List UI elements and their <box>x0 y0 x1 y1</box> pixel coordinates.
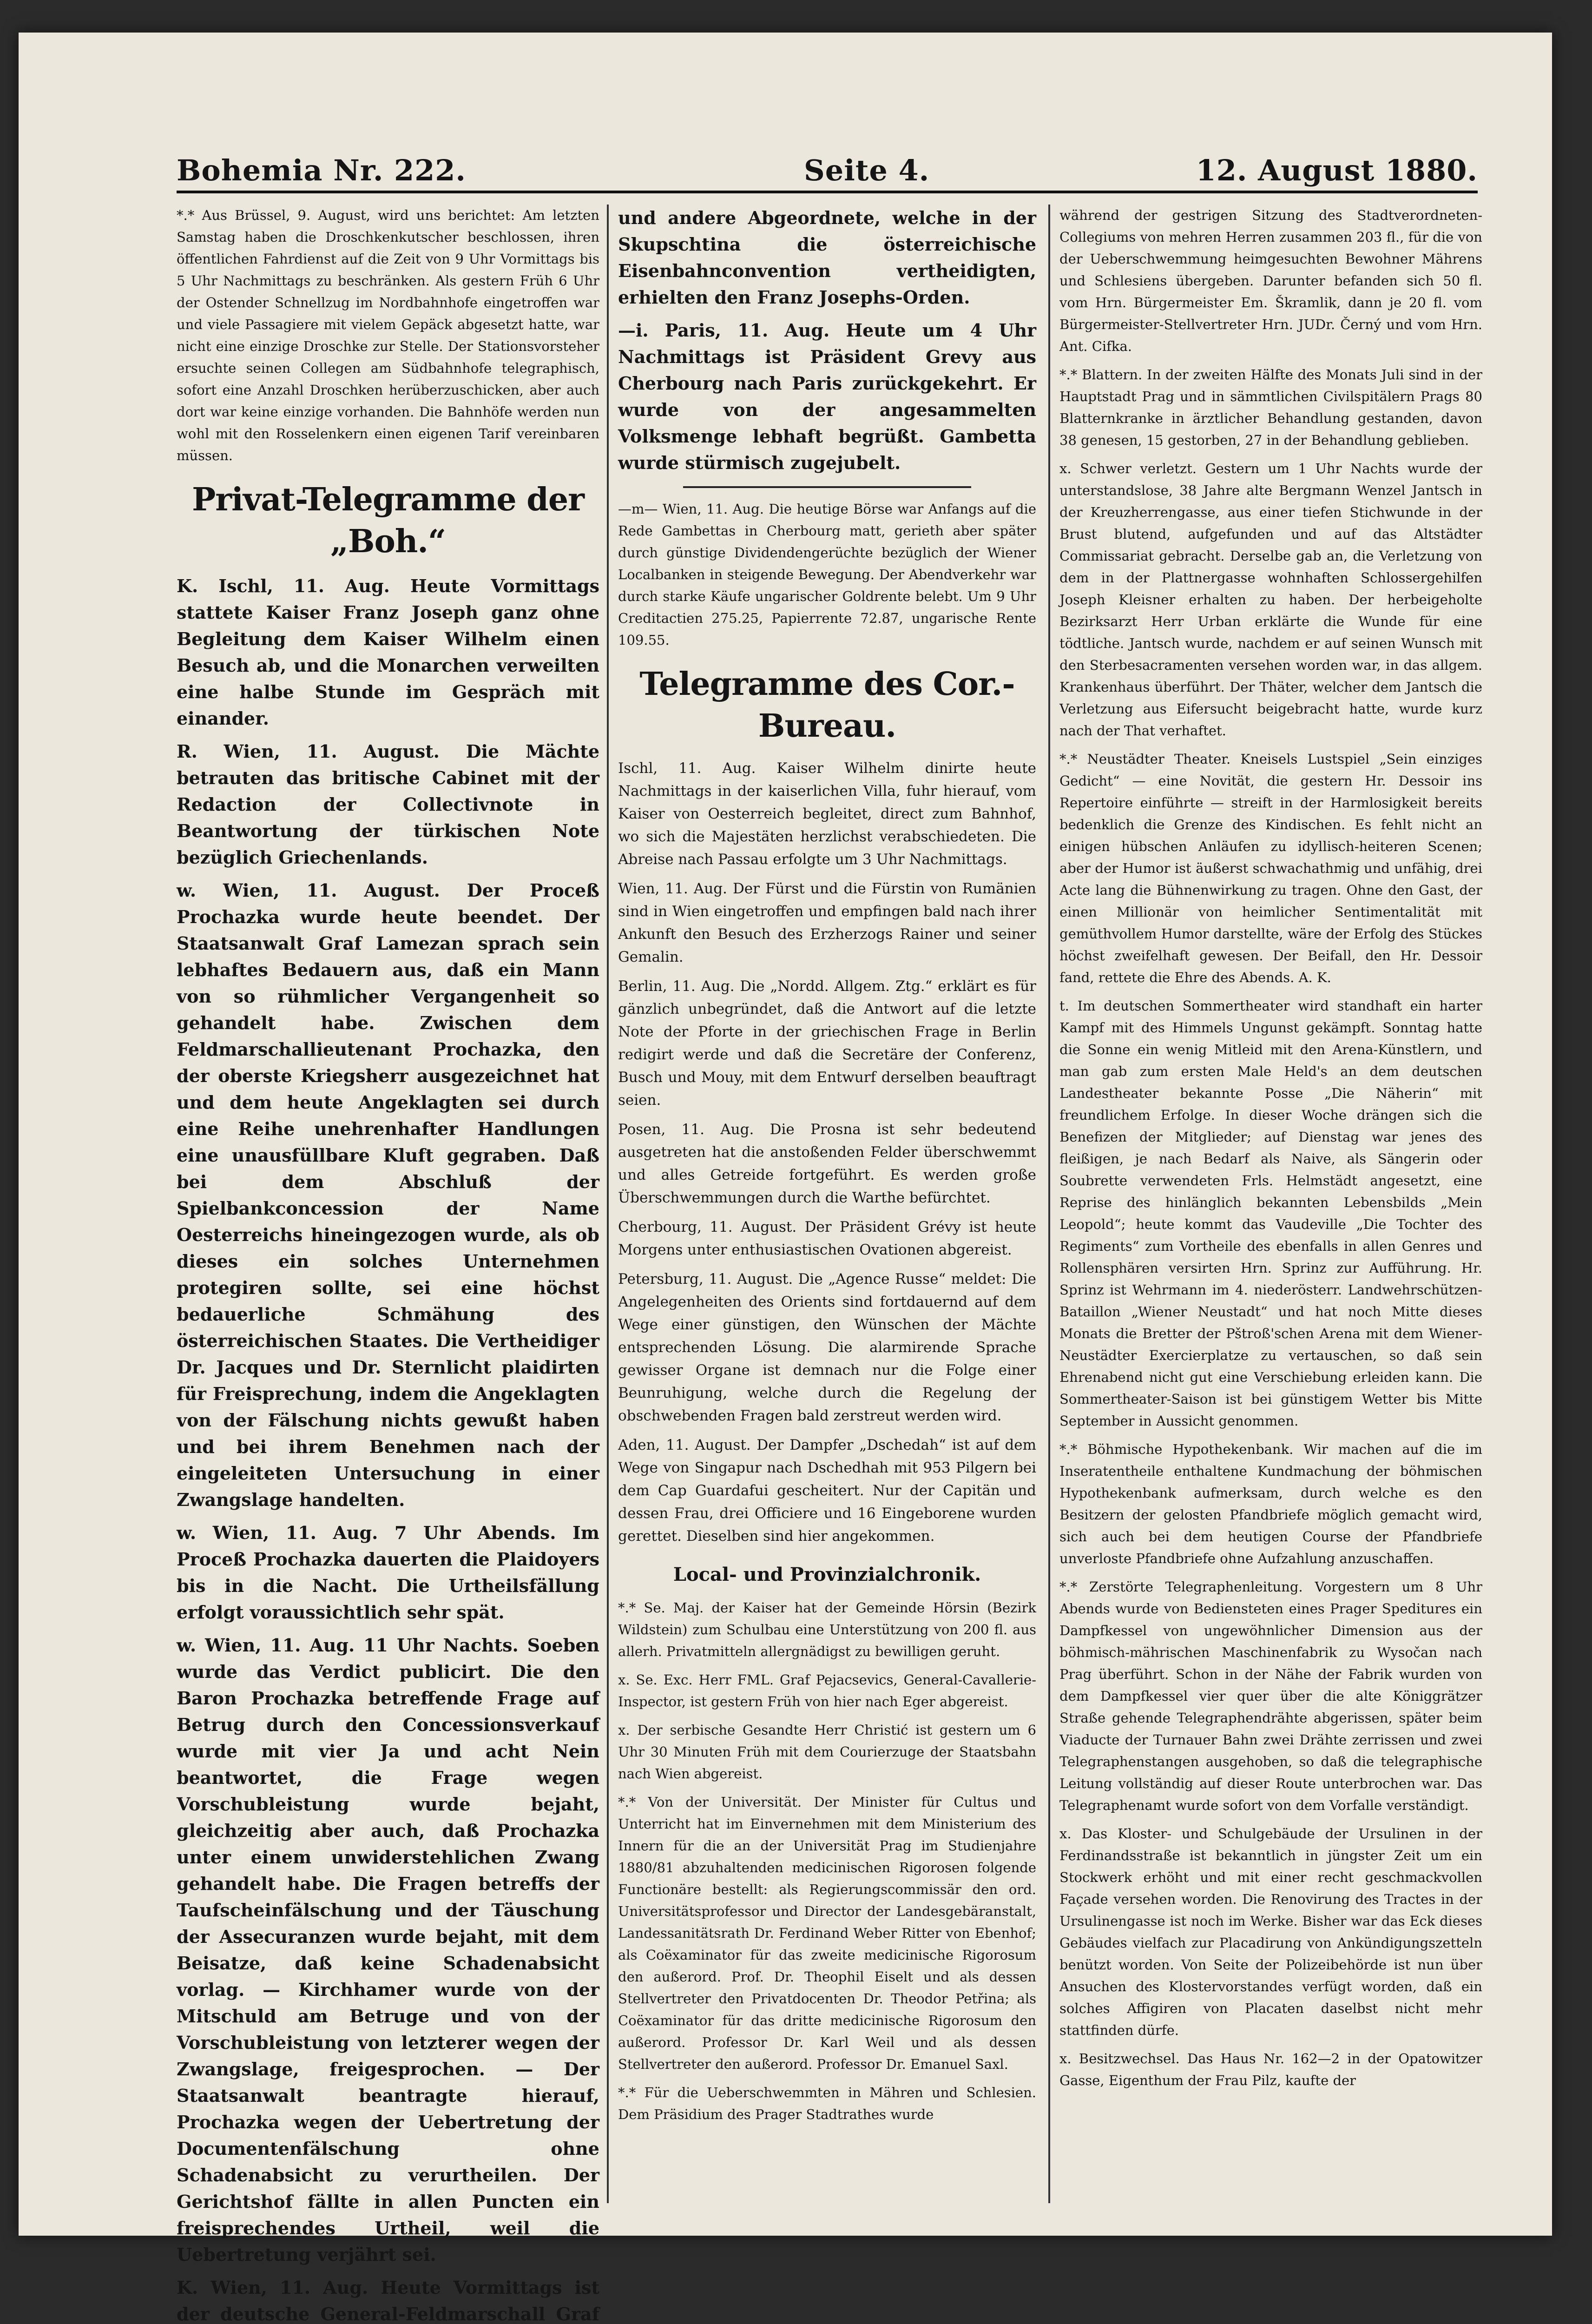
local-item: während der gestrigen Sitzung des Stadtverordneten-Collegiums von mehren Herren zusammen 203 fl., für die von der Ueberschwemmung heimgesuchten Bewohner Mährens und Schlesiens übergeben. Darunter befanden sich 50 fl. vom Hrn. Bürgermeister Em. Škramlik, dann je 20 fl. vom Bürgermeister-Stellvertreter Hrn. JUDr. Černý und vom Hrn. Ant. Cifka. <box>1059 207 1482 354</box>
local-item: t. Im deutschen Sommertheater wird standhaft ein harter Kampf mit des Himmels Ungunst gekämpft. Sonntag hatte die Sonne ein wenig Mitleid mit den Arena-Künstlern, und man gab zum ersten Male Held's an dem deutschen Landestheater bekannte Posse „Die Näherin“ mit freundlichem Erfolge. In dieser Woche drängen sich die Benefizen der Mitglieder; auf Dienstag war jenes des fleißigen, je nach Bedarf als Naive, als Sängerin oder Soubrette verwendeten Frls. Helmstädt angesetzt, eine Reprise des hinlänglich bekannten Lebensbilds „Mein Leopold“; heute kommt das Vaudeville „Die Tochter des Regiments“ zum Vortheile des ebenfalls in allen Genres und Rollensphären versirten Hrn. Sprinz zur Aufführung. Hr. Sprinz ist Wehrmann im 4. niederösterr. Landwehrschützen-Bataillon „Wiener Neustadt“ und hat noch Mitte dieses Monats die Bretter der Pštroß'schen Arena mit dem Wiener-Neustädter Exercierplatze zu vertauschen, so daß sein Ehrenabend nicht gut eine Verschiebung erleiden kann. Die Sommertheater-Saison ist bei günstigem Wetter bis Mitte September in Aussicht genommen. <box>1059 998 1482 1429</box>
telegram-item: w. Wien, 11. Aug. 7 Uhr Abends. Im Proceß Prochazka dauerten die Plaidoyers bis in die Nacht. Die Urtheilsfällung erfolgt voraussichtlich sehr spät. <box>177 1522 599 1623</box>
local-item: x. Das Kloster- und Schulgebäude der Ursulinen in der Ferdinandsstraße ist bekanntlich in jüngster Zeit um ein Stockwerk erhöht und mit einer recht geschmackvollen Façade versehen worden. Die Renovirung des Tractes in der Ursulinengasse ist noch im Werke. Bisher war das Eck dieses Gebäudes vielfach zur Placadirung von Ankündigungszetteln benützt worden. Von Seite der Polizeibehörde ist nun über Ansuchen des Klostervorstandes verfügt worden, daß ein solches Affigiren von Placaten daselbst nicht mehr stattfinden dürfe. <box>1059 1826 1482 2038</box>
newspaper-page <box>19 33 1552 2324</box>
telegram-item: Posen, 11. Aug. Die Prosna ist sehr bedeutend ausgetreten hat die anstoßenden Felder überschwemmt und alles Getreide fortgeführt. Es werden große Überschwemmungen durch die Warthe befürchtet. <box>618 1121 1036 1206</box>
masthead <box>177 116 1478 193</box>
column-1 <box>177 205 599 2324</box>
local-item: *.* Zerstörte Telegraphenleitung. Vorgestern um 8 Uhr Abends wurde von Bediensteten eines Prager Speditures ein Dampfkessel von ungewöhnlicher Dimension aus der böhmisch-mährischen Maschinenfabrik zu Wysočan nach Prag überführt. Schon in der Nähe der Fabrik wurden von dem Dampfkessel vier quer über die alte Königgrätzer Straße gehende Telegraphendrähte abgerissen, später beim Viaducte der Turnauer Bahn zwei Drähte zerrissen und zwei Telegraphenstangen ausgehoben, so daß die telegraphische Leitung vollständig auf dieser Route unterbrochen war. Das Telegraphenamt wurde sofort von dem Vorfalle verständigt. <box>1059 1579 1482 1813</box>
local-item: *.* Für die Ueberschwemmten in Mähren und Schlesien. Dem Präsidium des Prager Stadtrathes wurde <box>618 2085 1036 2122</box>
section-heading-cor-bureau: Telegramme des Cor.-Bureau. <box>639 666 1015 745</box>
telegram-item: K. Wien, 11. Aug. Heute Vormittags ist der deutsche General-Feldmarschall Graf <box>177 2277 599 2324</box>
telegram-item: w. Wien, 11. Aug. 11 Uhr Nachts. Soeben wurde das Verdict publicirt. Die den Baron Prochazka betreffende Frage auf Betrug durch den Concessionsverkauf wurde mit vier Ja und acht Nein beantwortet, die Frage wegen Vorschubleistung wurde bejaht, gleichzeitig aber auch, daß Prochazka unter einem unwiderstehlichen Zwang gehandelt habe. Die Fragen betreffs der Taufscheinfälschung und der Täuschung der Assecuranzen wurde bejaht, mit dem Beisatze, daß keine Schadenabsicht vorlag. — Kirchhamer wurde von der Mitschuld am Betruge und von der Vorschubleistung von letzterer wegen der Zwangslage, freigesprochen. — Der Staatsanwalt beantragte hierauf, Prochazka wegen der Uebertretung der Documentenfälschung ohne Schadenabsicht zu verurtheilen. Der Gerichtshof fällte in allen Puncten ein freisprechendes Urtheil, weil die Uebertretung verjährt sei. <box>177 1635 599 2265</box>
local-item: *.* Böhmische Hypothekenbank. Wir machen auf die im Inseratentheile enthaltene Kundmachung der böhmischen Hypothekenbank aufmerksam, durch welche es den Besitzern der gelosten Pfandbriefe möglich gemacht wird, sich auch bei dem heutigen Course der Pfandbriefe unverloste Pfandbriefe ohne Aufzahlung anzuschaffen. <box>1059 1441 1482 1566</box>
masthead-issue: Bohemia Nr. 222. <box>177 153 467 187</box>
section-heading-private-telegrams: Privat-Telegramme der „Boh.“ <box>192 481 584 560</box>
separator <box>683 486 971 488</box>
masthead-page: Seite 4. <box>804 153 930 187</box>
local-item: *.* Von der Universität. Der Minister für Cultus und Unterricht hat im Einvernehmen mit dem Ministerium des Innern für die an der Universität Prag im Studienjahre 1880/81 abzuhaltenden medicinischen Rigorosen folgende Functionäre bestellt: als Regierungscommissär den ord. Universitätsprofessor und Director der Landesgebäranstalt, Landessanitätsrath Dr. Ferdinand Weber Ritter von Ebenhof; als Coëxaminator für das zweite medicinische Rigorosum den außerord. Prof. Dr. Theophil Eiselt und als dessen Stellvertreter den Privatdocenten Dr. Theodor Petřina; als Coëxaminator für das dritte medicinische Rigorosum den außerord. Professor Dr. Karl Weil und als dessen Stellvertreter den außerord. Professor Dr. Emanuel Saxl. <box>618 1794 1036 2072</box>
telegram-continuation: und andere Abgeordnete, welche in der Skupschtina die österreichische Eisenbahnconvention vertheidigten, erhielten den Franz Josephs-Orden. <box>618 207 1036 308</box>
local-item: x. Besitzwechsel. Das Haus Nr. 162—2 in der Opatowitzer Gasse, Eigenthum der Frau Pilz, kaufte der <box>1059 2051 1482 2088</box>
telegram-paris: —i. Paris, 11. Aug. Heute um 4 Uhr Nachmittags ist Präsident Grevy aus Cherbourg nach Paris zurückgekehrt. Er wurde von der angesammelten Volksmenge lebhaft begrüßt. Gambetta wurde stürmisch zugejubelt. <box>618 320 1036 473</box>
telegram-item: Wien, 11. Aug. Der Fürst und die Fürstin von Rumänien sind in Wien eingetroffen und empfingen bald nach ihrer Ankunft den Besuch des Erzherzogs Rainer und seiner Gemalin. <box>618 880 1036 965</box>
article-boerse: —m— Wien, 11. Aug. Die heutige Börse war Anfangs auf die Rede Gambettas in Cherbourg matt, gerieth aber später durch günstige Dividendengerüchte bezüglich der Wiener Localbanken in steigende Bewegung. Der Abendverkehr war durch starke Käufe ungarischer Goldrente belebt. Um 9 Uhr Creditactien 275.25, Papierrente 72.87, ungarische Rente 109.55. <box>618 501 1036 648</box>
article-bruessel: *.* Aus Brüssel, 9. August, wird uns berichtet: Am letzten Samstag haben die Droschkenkutscher beschlossen, ihren öffentlichen Fahrdienst auf die Zeit von 9 Uhr Vormittags bis 5 Uhr Nachmittags zu beschränken. Als gestern Früh 6 Uhr der Ostender Schnellzug im Nordbahnhofe eingetroffen war und viele Passagiere mit vielem Gepäck abgesetzt hatte, war nicht eine einzige Droschke zur Stelle. Der Stationsvorsteher ersuchte seinen Collegen am Südbahnhofe telegraphisch, sofort eine Anzahl Droschken herüberzuschicken, aber auch dort war keine einzige vorhanden. Die Bahnhöfe werden nun wohl mit den Rosselenkern einen eigenen Tarif vereinbaren müssen. <box>177 207 599 463</box>
local-item: *.* Se. Maj. der Kaiser hat der Gemeinde Hörsin (Bezirk Wildstein) zum Schulbau eine Unterstützung von 200 fl. aus allerh. Privatmitteln allergnädigst zu bewilligen geruht. <box>618 1600 1036 1659</box>
section-heading-local-chronicle: Local- und Provinzialchronik. <box>673 1564 981 1585</box>
local-item: *.* Blattern. In der zweiten Hälfte des Monats Juli sind in der Hauptstadt Prag und in sämmtlichen Civilspitälern Prags 80 Blatternkranke in ärztlicher Behandlung gestanden, davon 38 genesen, 15 gestorben, 27 in der Behandlung geblieben. <box>1059 367 1482 448</box>
telegram-item: Ischl, 11. Aug. Kaiser Wilhelm dinirte heute Nachmittags in der kaiserlichen Villa, fuhr hierauf, vom Kaiser von Oesterreich begleitet, direct zum Bahnhof, wo sich die Majestäten herzlichst verabschiedeten. Die Abreise nach Passau erfolgte um 3 Uhr Nachmittags. <box>618 760 1036 868</box>
telegram-item: R. Wien, 11. August. Die Mächte betrauten das britische Cabinet mit der Redaction der Collectivnote in Beantwortung der türkischen Note bezüglich Griechenlands. <box>177 741 599 868</box>
telegram-item: Petersburg, 11. August. Die „Agence Russe“ meldet: Die Angelegenheiten des Orients sind fortdauernd auf dem Wege einer günstigen, den Wünschen der Mächte entsprechenden Lösung. Die alarmirende Sprache gewisser Organe ist demnach nur die Folge einer Beunruhigung, welche durch die Regelung der obschwebenden Fragen bald zerstreut werden wird. <box>618 1271 1036 1424</box>
column-rule-1 <box>607 205 609 2203</box>
telegram-item: Berlin, 11. Aug. Die „Nordd. Allgem. Ztg.“ erklärt es für gänzlich unbegründet, daß die Antwort auf die letzte Note der Pforte in der griechischen Frage in Berlin redigirt werde und daß die Secretäre der Conferenz, Busch und Mouy, mit dem Entwurf derselben beauftragt seien. <box>618 978 1036 1109</box>
local-item: *.* Neustädter Theater. Kneisels Lustspiel „Sein einziges Gedicht“ — eine Novität, die gestern Hr. Dessoir ins Repertoire einführte — streift in der Harmlosigkeit bereits bedenklich die Grenze des Kindischen. Es fehlt nicht an einigen hübschen Anläufen zu idyllisch-heiteren Scenen; aber der Humor ist äußerst schwachathmig und unfähig, drei Acte lang die Bühnenwirkung zu tragen. Ohne den Gast, der einen Millionär von heimlicher Sentimentalität mit gemüthvollem Humor darstellte, wäre der Erfolg des Stückes höchst zweifelhaft gewesen. Der Beifall, den Hr. Dessoir fand, rettete die Ehre des Abends. A. K. <box>1059 751 1482 985</box>
telegram-item: w. Wien, 11. August. Der Proceß Prochazka wurde heute beendet. Der Staatsanwalt Graf Lamezan sprach sein lebhaftes Bedauern aus, daß ein Mann von so rühmlicher Vergangenheit so gehandelt habe. Zwischen dem Feldmarschallieutenant Prochazka, den der oberste Kriegsherr ausgezeichnet hat und dem heute Angeklagten sei durch eine Reihe unehrenhafter Handlungen eine unausfüllbare Kluft gegraben. Daß bei dem Abschluß der Spielbankconcession der Name Oesterreichs hineingezogen wurde, als ob dieses ein solches Unternehmen protegiren sollte, sei eine höchst bedauerliche Schmähung des österreichischen Staates. Die Vertheidiger Dr. Jacques und Dr. Sternlicht plaidirten für Freisprechung, indem die Angeklagten von der Fälschung nichts gewußt haben und bei ihrem Benehmen nach der eingeleiteten Untersuchung in einer Zwangslage handelten. <box>177 880 599 1510</box>
masthead-date: 12. August 1880. <box>1196 153 1478 187</box>
local-item: x. Der serbische Gesandte Herr Christić ist gestern um 6 Uhr 30 Minuten Früh mit dem Courierzuge der Staatsbahn nach Wien abgereist. <box>618 1722 1036 1782</box>
column-rule-2 <box>1048 205 1050 2203</box>
column-3 <box>1059 205 1482 2217</box>
telegram-item: Aden, 11. August. Der Dampfer „Dschedah“ ist auf dem Wege von Singapur nach Dschedhah mit 953 Pilgern bei dem Cap Guardafui gescheitert. Nur der Capitän und dessen Frau, drei Officiere und 16 Eingeborene wurden gerettet. Dieselben sind hier angekommen. <box>618 1437 1036 1545</box>
telegram-item: Cherbourg, 11. August. Der Präsident Grévy ist heute Morgens unter enthusiastischen Ovationen abgereist. <box>618 1219 1036 1258</box>
local-item: x. Se. Exc. Herr FML. Graf Pejacsevics, General-Cavallerie-Inspector, ist gestern Früh von hier nach Eger abgereist. <box>618 1672 1036 1710</box>
column-2 <box>618 205 1036 2217</box>
local-item: x. Schwer verletzt. Gestern um 1 Uhr Nachts wurde der unterstandslose, 38 Jahre alte Bergmann Wenzel Jantsch in der Kreuzherrengasse, aus einer tiefen Stichwunde in der Brust blutend, aufgefunden und auf das Altstädter Commissariat gebracht. Derselbe gab an, die Verletzung von dem in der Plattnergasse wohnhaften Schlossergehilfen Joseph Kleisner erhalten zu haben. Der herbeigeholte Bezirksarzt Herr Urban erklärte die Wunde für eine tödtliche. Jantsch wurde, nachdem er auf seinen Wunsch mit den Sterbesacramenten versehen worden war, in das allgem. Krankenhaus überführt. Der Thäter, welcher dem Jantsch die Verletzung aus Eifersucht beigebracht hatte, wurde kurz nach der That verhaftet. <box>1059 461 1482 739</box>
telegram-item: K. Ischl, 11. Aug. Heute Vormittags stattete Kaiser Franz Joseph ganz ohne Begleitung dem Kaiser Wilhelm einen Besuch ab, und die Monarchen verweilten eine halbe Stunde im Gespräch mit einander. <box>177 575 599 729</box>
